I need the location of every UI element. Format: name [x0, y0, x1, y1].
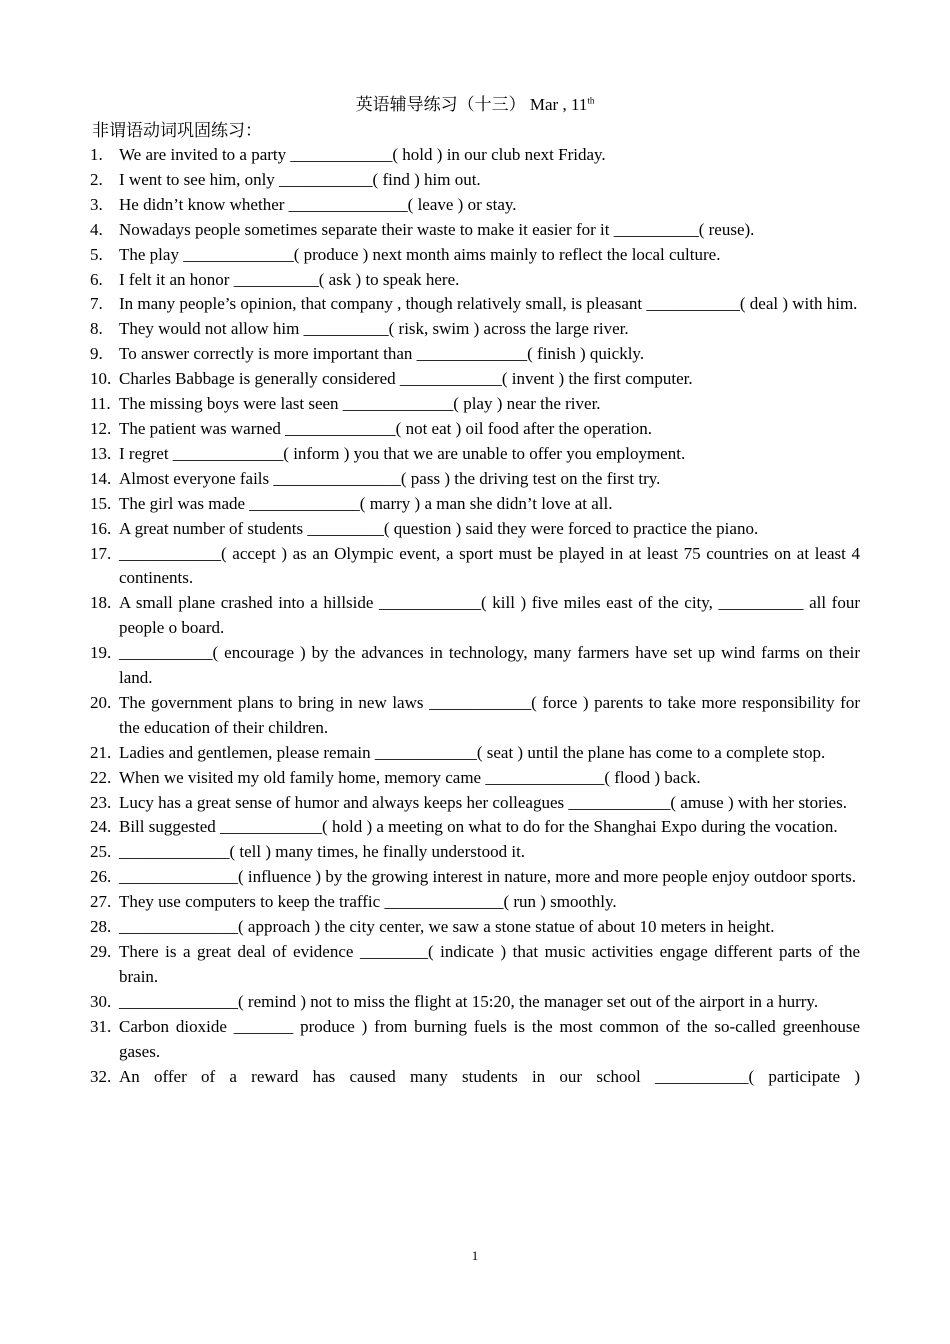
item-text: I went to see him, only ___________( find ) him out. — [119, 169, 481, 189]
item-number: 21. — [90, 742, 112, 762]
item-number: 1. — [90, 145, 103, 164]
item-text: Ladies and gentlemen, please remain ____________( seat ) until the plane has come to a complete stop. — [119, 742, 826, 762]
item-text: The girl was made _____________( marry ) a man she didn’t love at all. — [119, 493, 613, 513]
item-text: They would not allow him __________( risk, swim ) across the large river. — [119, 319, 629, 339]
item-number: 28. — [90, 917, 112, 937]
exercise-item — [90, 367, 860, 392]
item-number: 32. — [90, 1066, 112, 1086]
item-number: 29. — [90, 942, 112, 961]
exercise-item — [90, 442, 860, 467]
item-text: ______________( approach ) the city center, we saw a stone statue of about 10 meters in height. — [119, 917, 775, 937]
exercise-item — [90, 865, 860, 890]
exercise-item — [90, 168, 860, 193]
item-number: 18. — [90, 593, 112, 613]
exercise-item — [90, 542, 860, 592]
item-text: ______________( influence ) by the growing interest in nature, more and more people enjoy outdoor sports. — [119, 867, 856, 887]
item-text: The government plans to bring in new laws ____________( force ) parents to take more responsibility for the education of their children. — [119, 692, 860, 737]
exercise-item — [90, 492, 860, 517]
item-text: The patient was warned _____________( not eat ) oil food after the operation. — [119, 418, 652, 438]
item-number: 31. — [90, 1016, 112, 1036]
item-number: 15. — [90, 493, 112, 513]
exercise-item — [90, 691, 860, 741]
item-text: Charles Babbage is generally considered ____________( invent ) the first computer. — [119, 369, 693, 389]
item-text: Bill suggested ____________( hold ) a meeting on what to do for the Shanghai Expo during the vocation. — [119, 817, 838, 837]
item-text: Lucy has a great sense of humor and always keeps her colleagues ____________( amuse ) with her stories. — [119, 792, 847, 812]
item-text: A great number of students _________( question ) said they were forced to practice the piano. — [119, 518, 759, 538]
exercise-item — [90, 591, 860, 641]
item-number: 24. — [90, 817, 112, 837]
item-number: 8. — [90, 319, 103, 339]
exercise-item — [90, 741, 860, 766]
exercise-item — [90, 392, 860, 417]
exercise-item — [90, 342, 860, 367]
item-text: ___________( encourage ) by the advances in technology, many farmers have set up wind farms on their land. — [119, 643, 860, 688]
item-number: 25. — [90, 842, 112, 862]
exercise-item — [90, 915, 860, 940]
exercise-item — [90, 990, 860, 1015]
exercise-item — [90, 815, 860, 840]
item-number: 14. — [90, 468, 112, 488]
item-text: A small plane crashed into a hillside ____________( kill ) five miles east of the city, __________ all four people o board. — [119, 593, 860, 638]
item-text: An offer of a reward has caused many students in our school ___________( participate ) — [119, 1066, 860, 1086]
item-text: We are invited to a party ____________( hold ) in our club next Friday. — [119, 145, 606, 164]
item-text: He didn’t know whether ______________( leave ) or stay. — [119, 194, 517, 214]
item-text: When we visited my old family home, memory came ______________( flood ) back. — [119, 767, 701, 787]
item-text: I felt it an honor __________( ask ) to speak here. — [119, 269, 460, 289]
item-number: 27. — [90, 892, 112, 912]
exercise-item — [90, 317, 860, 342]
item-number: 19. — [90, 643, 112, 663]
item-number: 13. — [90, 443, 112, 463]
item-text: Carbon dioxide _______ produce ) from burning fuels is the most common of the so-called greenhouse gases. — [119, 1016, 860, 1061]
item-number: 2. — [90, 169, 103, 189]
item-number: 4. — [90, 219, 103, 239]
item-number: 30. — [90, 991, 112, 1011]
item-text: _____________( tell ) many times, he finally understood it. — [119, 842, 526, 862]
item-text: ______________( remind ) not to miss the flight at 15:20, the manager set out of the airport in a hurry. — [119, 991, 819, 1011]
item-text: I regret _____________( inform ) you that we are unable to offer you employment. — [119, 443, 686, 463]
exercise-item — [90, 243, 860, 268]
item-number: 3. — [90, 194, 103, 214]
exercise-item — [90, 1065, 860, 1090]
item-text: The missing boys were last seen _____________( play ) near the river. — [119, 394, 601, 414]
title-text: 英语辅导练习（十三） Mar , 11 — [355, 95, 588, 114]
exercise-item — [90, 292, 860, 317]
item-number: 11. — [90, 394, 111, 414]
exercise-list — [90, 143, 860, 1089]
item-text: Nowadays people sometimes separate their waste to make it easier for it __________( reuse). — [119, 219, 755, 239]
item-text: They use computers to keep the traffic ______________( run ) smoothly. — [119, 892, 617, 912]
exercise-item — [90, 890, 860, 915]
exercise-item — [90, 766, 860, 791]
exercise-item — [90, 940, 860, 990]
exercise-item — [90, 218, 860, 243]
exercise-item — [90, 268, 860, 293]
item-text: ____________( accept ) as an Olympic event, a sport must be played in at least 75 countries on at least 4 continents. — [119, 543, 860, 588]
item-number: 26. — [90, 867, 112, 887]
item-number: 9. — [90, 344, 103, 364]
item-number: 6. — [90, 269, 103, 289]
page-number: 1 — [471, 1248, 479, 1263]
page-title — [0, 92, 950, 117]
exercise-item — [90, 467, 860, 492]
item-text: In many people’s opinion, that company , though relatively small, is pleasant ___________( deal ) with him. — [119, 294, 858, 314]
item-number: 10. — [90, 369, 112, 389]
exercise-item — [90, 143, 860, 168]
exercise-item — [90, 517, 860, 542]
title-superscript: th — [587, 95, 595, 106]
item-text: There is a great deal of evidence ________( indicate ) that music activities engage different parts of the brain. — [119, 942, 860, 986]
item-number: 17. — [90, 543, 112, 563]
item-text: The play _____________( produce ) next month aims mainly to reflect the local culture. — [119, 244, 721, 264]
item-text: Almost everyone fails _______________( pass ) the driving test on the first try. — [119, 468, 661, 488]
item-number: 22. — [90, 767, 112, 787]
exercise-item — [90, 791, 860, 816]
exercise-item — [90, 417, 860, 442]
exercise-item — [90, 840, 860, 865]
item-number: 5. — [90, 244, 103, 264]
item-number: 23. — [90, 792, 112, 812]
exercise-item — [90, 641, 860, 691]
item-number: 12. — [90, 418, 112, 438]
item-number: 16. — [90, 518, 112, 538]
section-subtitle: 非谓语动词巩固练习： — [92, 121, 262, 140]
exercise-item — [90, 1015, 860, 1065]
item-number: 7. — [90, 294, 103, 314]
exercise-item — [90, 193, 860, 218]
item-number: 20. — [90, 692, 112, 712]
item-text: To answer correctly is more important than _____________( finish ) quickly. — [119, 344, 645, 364]
